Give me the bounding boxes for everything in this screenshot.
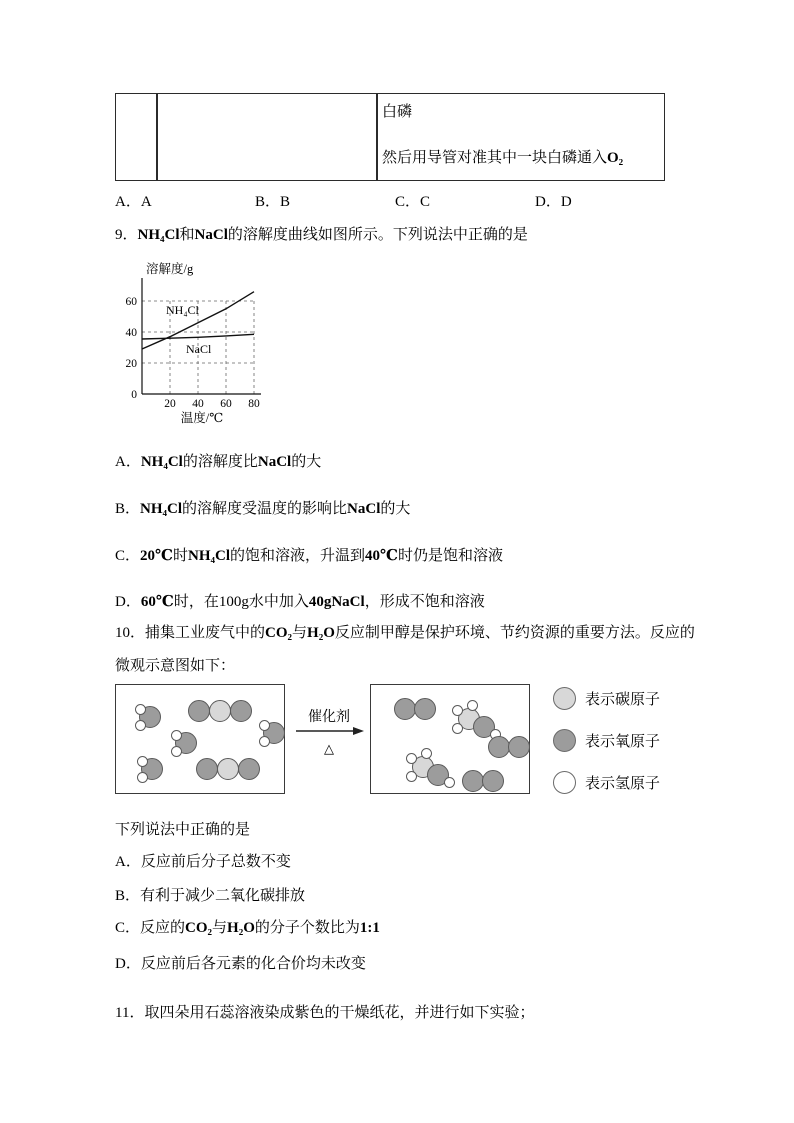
oxygen-atom [414, 698, 436, 720]
formula-text: 40℃ [365, 548, 399, 564]
plain-text: 与 [292, 625, 308, 641]
q9-option-b [115, 497, 410, 518]
answer-choice-a: A．A [115, 194, 152, 210]
q10-option-a [115, 850, 291, 871]
hydrogen-atom [137, 756, 148, 767]
q10-option-c [115, 916, 380, 937]
q10-stem-line2: 微观示意图如下： [115, 658, 236, 674]
plain-text: 的溶解度曲线如图所示。下列说法中正确的是 [227, 227, 528, 243]
formula-text: 20℃ [140, 548, 173, 564]
legend-swatch-hydrogen-icon [553, 771, 576, 794]
table-divider [156, 94, 158, 180]
plain-text: ，形成不饱和溶液 [364, 594, 485, 610]
carbon-atom [217, 758, 239, 780]
legend-swatch-oxygen-icon [553, 729, 576, 752]
products-box [370, 684, 530, 794]
formula-text: NaCl [194, 227, 228, 243]
legend-item [553, 687, 660, 710]
plain-text: 9． [115, 227, 138, 243]
formula-text: NaCl [347, 501, 381, 517]
series-label: NaCl [186, 342, 212, 356]
plain-text: 的溶解度比 [182, 454, 258, 470]
formula-text: NH₄Cl [137, 227, 180, 243]
formula-text: NaCl [257, 454, 292, 470]
formula-text: NH₄Cl [140, 454, 183, 470]
plain-text: 的大 [380, 501, 411, 517]
plain-text: 10．捕集工业废气中的 [115, 625, 266, 641]
q9-option-a [115, 450, 321, 471]
formula-text: 60℃ [140, 594, 174, 610]
hydrogen-atom [171, 730, 182, 741]
plain-text: 的分子个数比为 [254, 920, 360, 936]
legend-item [553, 771, 660, 794]
q9-option-d [115, 590, 485, 611]
plain-text: B．有利于减少二氧化碳排放 [115, 888, 306, 904]
legend-label: 表示碳原子 [585, 692, 661, 708]
oxygen-atom [230, 700, 252, 722]
hydrogen-atom [137, 772, 148, 783]
x-tick-label: 20 [164, 398, 176, 410]
hydrogen-atom [135, 704, 146, 715]
solubility-chart [106, 260, 286, 430]
q9-stem [115, 223, 528, 244]
hydrogen-atom [467, 700, 478, 711]
legend-item [553, 729, 660, 752]
plain-text: D． [115, 594, 141, 610]
formula-text: H₂O [227, 920, 255, 936]
formula-text: H₂O [307, 625, 335, 641]
oxygen-atom [196, 758, 218, 780]
x-axis-title: 温度/℃ [180, 411, 224, 425]
plain-text: 时仍是饱和溶液 [398, 548, 504, 564]
oxygen-atom [488, 736, 510, 758]
plain-text: 然后用导管对准其中一块白磷通入 [382, 150, 608, 166]
formula-text: 1:1 [359, 920, 380, 936]
plain-text: 时 [173, 548, 189, 564]
heat-label: △ [324, 740, 334, 756]
oxygen-atom [188, 700, 210, 722]
arrow-icon [292, 725, 366, 737]
plain-text: 与 [212, 920, 228, 936]
formula-text: 40gNaCl [308, 594, 365, 610]
carbon-atom [209, 700, 231, 722]
plain-text: 和 [179, 227, 195, 243]
y-tick-label: 40 [125, 327, 137, 339]
plain-text: 的饱和溶液，升温到 [230, 548, 366, 564]
reactants-box [115, 684, 285, 794]
x-tick-label: 80 [248, 398, 260, 410]
hydrogen-atom [452, 705, 463, 716]
table-cell-line1: 白磷 [382, 104, 413, 120]
q10-prompt: 下列说法中正确的是 [115, 822, 251, 838]
plain-text: 的溶解度受温度的影响比 [182, 501, 348, 517]
hydrogen-atom [406, 753, 417, 764]
hydrogen-atom [259, 720, 270, 731]
answer-choice-b: B．B [255, 194, 291, 210]
q10-option-d [115, 952, 366, 973]
hydrogen-atom [135, 720, 146, 731]
plain-text: D．反应前后各元素的化合价均未改变 [115, 956, 366, 972]
hydrogen-atom [444, 777, 455, 788]
answer-choice-c: C．C [395, 194, 431, 210]
plain-text: A． [115, 454, 141, 470]
reaction-arrow [291, 710, 367, 756]
x-tick-label: 60 [220, 398, 232, 410]
hydrogen-atom [259, 736, 270, 747]
plain-text: C． [115, 548, 141, 564]
y-tick-label: 20 [125, 358, 137, 370]
x-tick-label: 40 [192, 398, 204, 410]
q11-stem: 11．取四朵用石蕊溶液染成紫色的干燥纸花，并进行如下实验； [115, 1005, 535, 1021]
experiment-table [115, 93, 665, 181]
q9-option-c [115, 544, 503, 565]
table-divider [376, 94, 378, 180]
hydrogen-atom [406, 771, 417, 782]
legend-label: 表示氢原子 [585, 776, 661, 792]
series-label: NH₄Cl [166, 303, 199, 317]
plain-text: B． [115, 501, 141, 517]
hydrogen-atom [421, 748, 432, 759]
y-tick-label: 0 [131, 389, 137, 401]
answer-choice-d: D．D [535, 194, 572, 210]
formula-text: CO₂ [265, 625, 293, 641]
reaction-diagram [115, 684, 680, 799]
plain-text: A．反应前后分子总数不变 [115, 854, 291, 870]
oxygen-atom [394, 698, 416, 720]
y-tick-label: 60 [125, 296, 137, 308]
oxygen-atom [508, 736, 530, 758]
q10-option-b [115, 884, 305, 905]
legend-label: 表示氧原子 [585, 734, 661, 750]
table-cell-line2 [382, 146, 623, 167]
plain-text: 反应制甲醇是保护环境、节约资源的重要方法。反应的 [334, 625, 695, 641]
plain-text: C．反应的 [115, 920, 186, 936]
hydrogen-atom [452, 723, 463, 734]
q10-stem-line1 [115, 621, 695, 642]
plain-text: 的大 [291, 454, 322, 470]
formula-text: CO₂ [185, 920, 213, 936]
catalyst-label: 催化剂 [308, 710, 350, 725]
formula-text: NH₄Cl [140, 501, 183, 517]
oxygen-atom [482, 770, 504, 792]
hydrogen-atom [171, 746, 182, 757]
oxygen-atom [462, 770, 484, 792]
formula-text: O₂ [607, 150, 624, 166]
oxygen-atom [238, 758, 260, 780]
legend-swatch-carbon-icon [553, 687, 576, 710]
plain-text: 时，在100g水中加入 [173, 594, 309, 610]
formula-text: NH₄Cl [188, 548, 231, 564]
y-axis-title: 溶解度/g [146, 262, 194, 276]
